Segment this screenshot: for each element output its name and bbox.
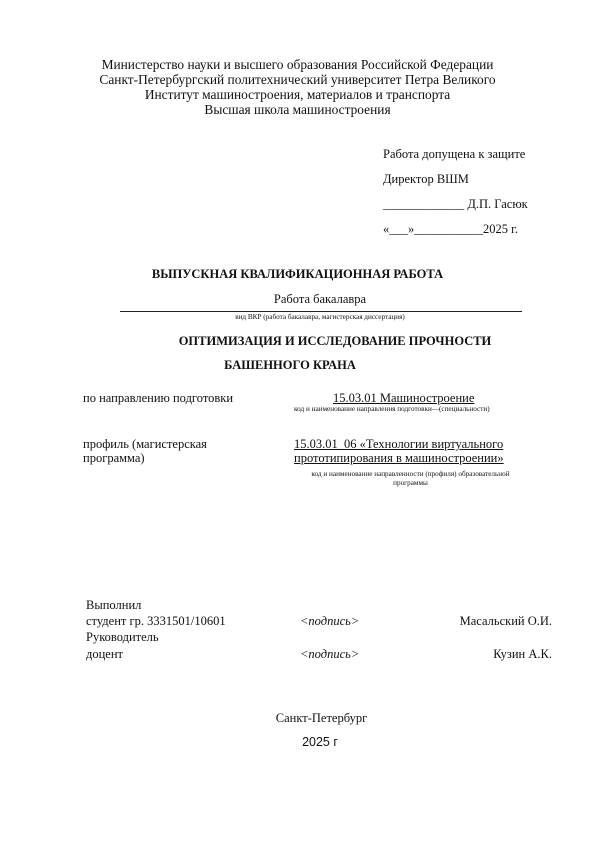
direction-label: по направлению подготовки	[83, 391, 234, 405]
director-line: Директор ВШМ	[383, 172, 469, 186]
supervisor-label: Руководитель	[86, 630, 159, 644]
footer-year: 2025 г	[302, 735, 338, 749]
profile-caption-line1: код и наименование направленности (профиля) образовательной	[311, 470, 510, 478]
profile-label-line1: профиль (магистерская	[83, 437, 207, 451]
work-kind: Работа бакалавра	[273, 292, 367, 306]
supervisor-role: доцент	[86, 647, 123, 661]
work-kind-underline	[120, 311, 522, 312]
profile-value	[294, 437, 504, 465]
ministry-line: Министерство науки и высшего образования Российской Федерации	[101, 57, 494, 72]
done-label: Выполнил	[86, 598, 142, 612]
supervisor-signature: <подпись>	[300, 647, 360, 661]
work-type-title: ВЫПУСКНАЯ КВАЛИФИКАЦИОННАЯ РАБОТА	[151, 267, 444, 281]
thesis-title-line1: ОПТИМИЗАЦИЯ И ИССЛЕДОВАНИЕ ПРОЧНОСТИ	[178, 334, 492, 348]
date-line: «___»___________2025 г.	[383, 222, 518, 236]
thesis-title	[60, 334, 595, 382]
thesis-title-line2: БАШЕННОГО КРАНА	[224, 358, 356, 372]
student-name: Масальский О.И.	[459, 614, 552, 628]
student-signature: <подпись>	[300, 614, 360, 628]
approval-block	[383, 147, 583, 247]
student-label: студент гр. 3331501/10601	[86, 614, 226, 628]
direction-value: 15.03.01 Машиностроение	[333, 391, 475, 405]
ministry-header	[0, 57, 595, 117]
director-sign-line: _____________ Д.П. Гасюк	[383, 197, 528, 211]
direction-caption: код и наименование направления подготовки—(специальности)	[294, 405, 490, 413]
university-line: Санкт-Петербургский политехнический университет Петра Великого	[99, 72, 496, 87]
supervisor-name: Кузин А.К.	[493, 647, 552, 661]
profile-value-line2: прототипирования в машиностроении»	[294, 451, 504, 465]
profile-label	[83, 437, 207, 465]
profile-label-line2: программа)	[83, 451, 145, 465]
approval-line: Работа допущена к защите	[383, 147, 526, 161]
work-kind-caption: вид ВКР (работа бакалавра, магистерская диссертация)	[235, 313, 405, 321]
profile-value-line1: 15.03.01_06 «Технологии виртуального	[294, 437, 504, 451]
institute-line: Институт машиностроения, материалов и транспорта	[144, 87, 451, 102]
profile-caption	[283, 470, 538, 488]
footer-city: Санкт-Петербург	[275, 711, 368, 725]
school-line: Высшая школа машиностроения	[204, 102, 391, 117]
profile-caption-line2: программы	[393, 479, 428, 487]
